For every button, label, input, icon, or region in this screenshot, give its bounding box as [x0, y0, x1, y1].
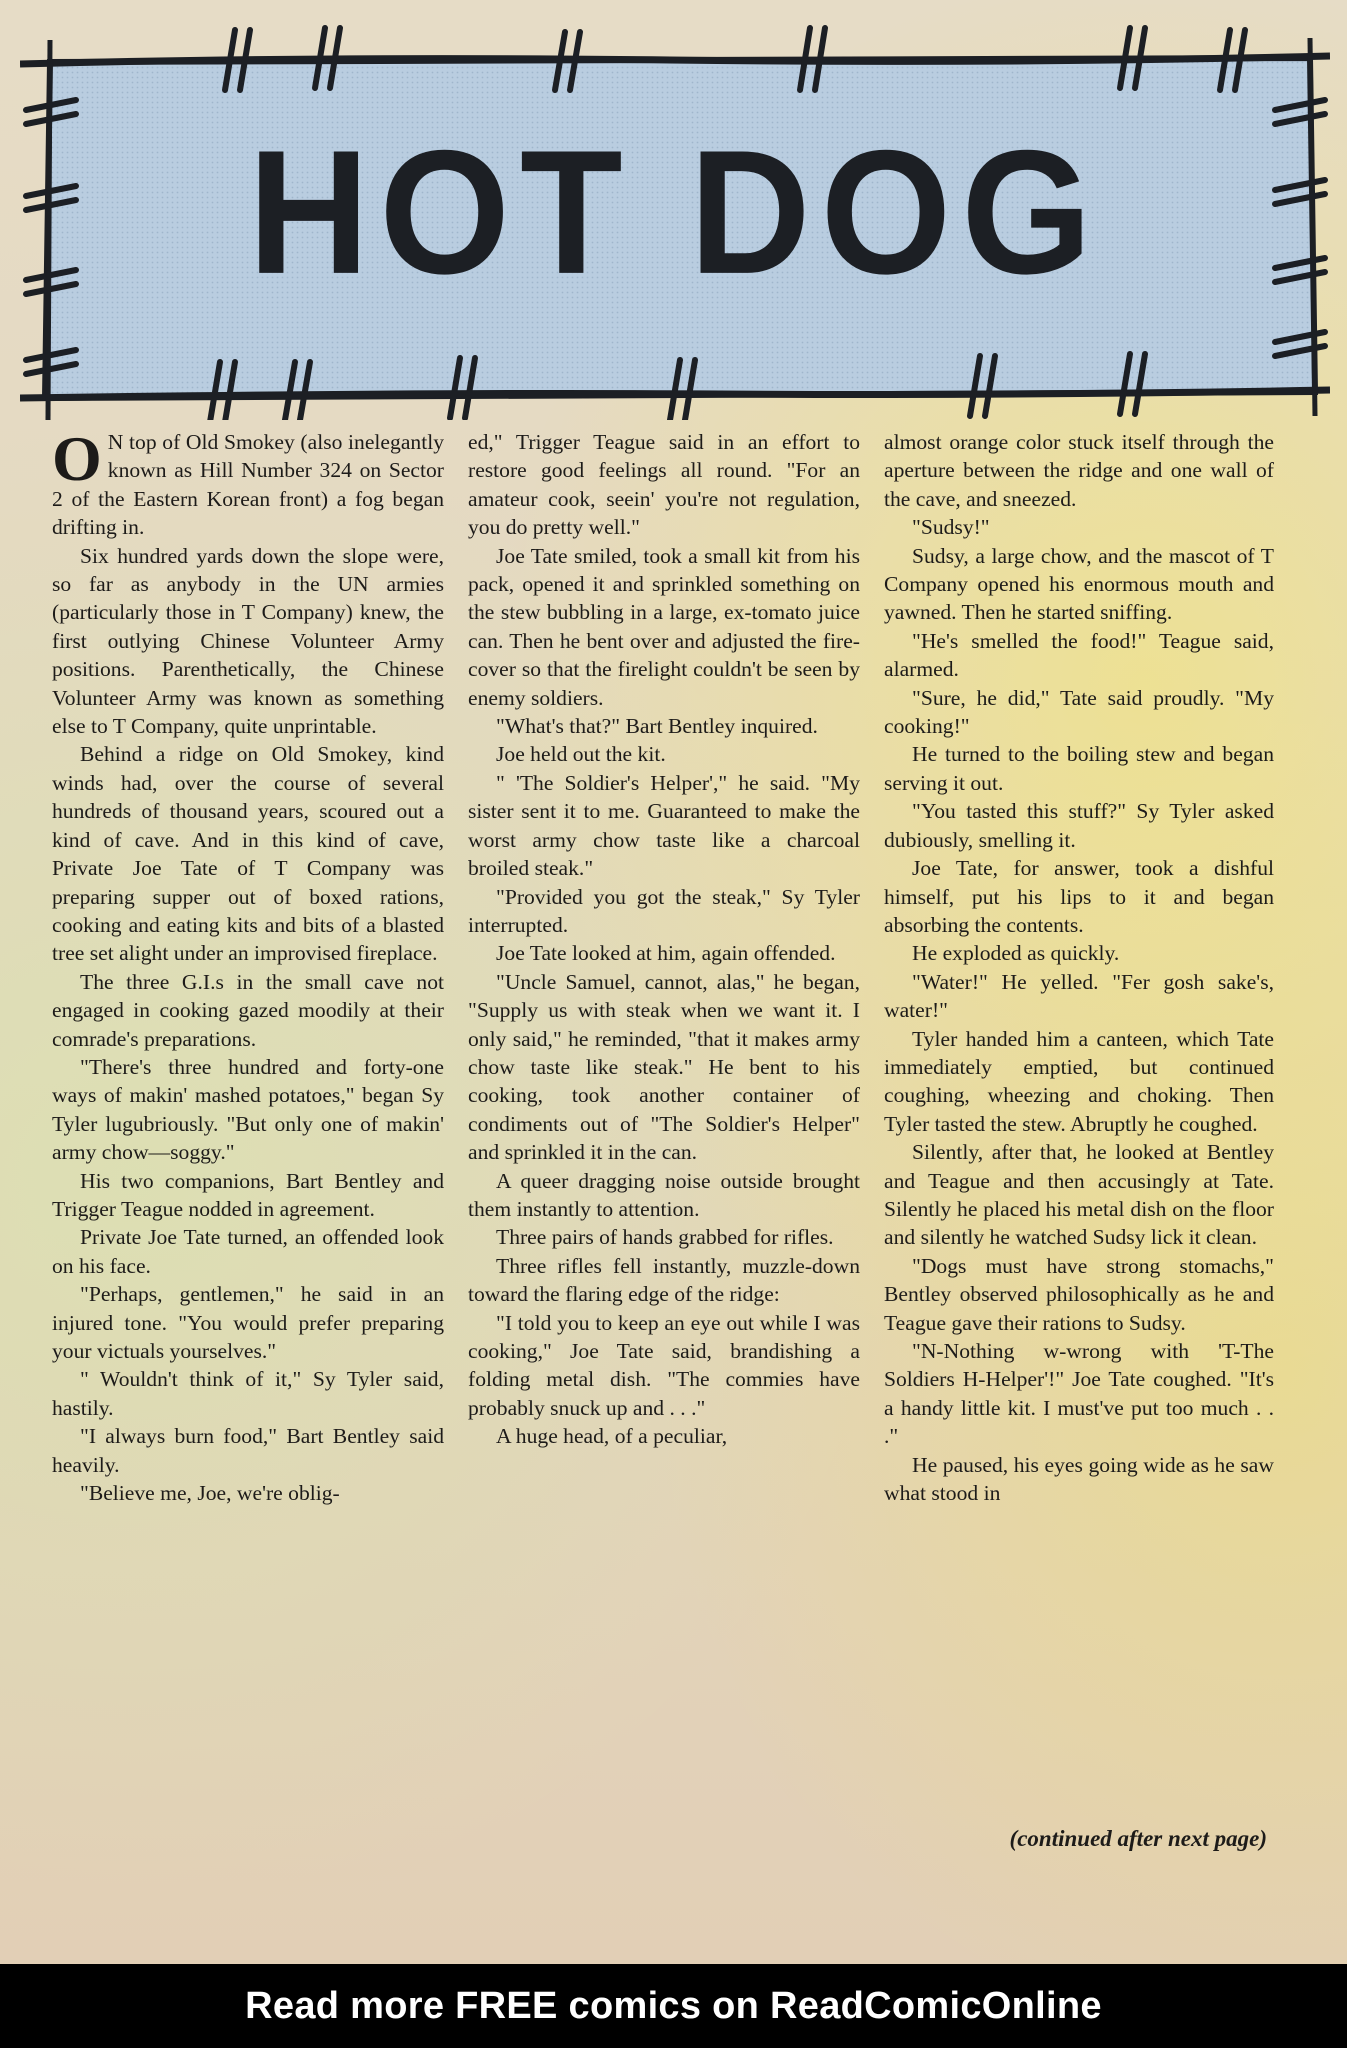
paragraph: Sudsy, a large chow, and the mascot of T Company opened his enormous mouth and yawned. Then he started sniffing.	[884, 543, 1274, 625]
paragraph: A queer dragging noise outside brought them instantly to attention.	[468, 1168, 860, 1221]
paragraph: " Wouldn't think of it," Sy Tyler said, hastily.	[52, 1367, 444, 1420]
paragraph: He exploded as quickly.	[912, 941, 1120, 966]
paragraph: "Dogs must have strong stomachs," Bentley observed philosophically as he and Teague gave their rations to Sudsy.	[884, 1253, 1274, 1335]
paragraph: "Believe me, Joe, we're oblig-	[80, 1481, 340, 1506]
paragraph: Joe Tate, for answer, took a dishful himself, put his lips to it and began absorbing the contents.	[884, 856, 1274, 937]
paragraph: "There's three hundred and forty-one ways of makin' mashed potatoes," began Sy Tyler lugubriously. "But only one of makin' army chow—soggy."	[52, 1054, 444, 1165]
paragraph: "Sudsy!"	[912, 515, 990, 540]
paragraph: "N-Nothing w-wrong with 'T-The Soldiers H-Helper'!" Joe Tate coughed. "It's a handy little kit. I must've put too much . . ."	[884, 1339, 1274, 1449]
paragraph: He turned to the boiling stew and began serving it out.	[884, 742, 1274, 795]
paragraph: "Sure, he did," Tate said proudly. "My cooking!"	[884, 685, 1274, 739]
paragraph: "Water!" He yelled. "Fer gosh sake's, water!"	[884, 969, 1274, 1023]
paragraph: "What's that?" Bart Bentley inquired.	[496, 714, 818, 739]
paragraph: "He's smelled the food!" Teague said, alarmed.	[884, 628, 1274, 682]
paragraph: Joe Tate smiled, took a small kit from his pack, opened it and sprinkled something on the stew bubbling in a large, ex-tomato juice can. Then he bent over and adjusted the fire-cover so that the firelight couldn't be seen by enemy soldiers.	[468, 543, 860, 710]
paragraph: Three pairs of hands grabbed for rifles.	[496, 1225, 834, 1250]
paragraph: "Uncle Samuel, cannot, alas," he began, "Supply us with steak when we want it. I only said," he reminded, "that it makes army chow taste like steak." He bent to his cooking, took another container of condiments out of "The Soldier's Helper" and sprinkled it in the can.	[468, 969, 860, 1165]
paragraph: "I told you to keep an eye out while I was cooking," Joe Tate said, brandishing a folding metal dish. "The commies have probably snuck up and . . ."	[468, 1310, 860, 1420]
paragraph: Tyler handed him a canteen, which Tate immediately emptied, but continued coughing, wheezing and choking. Then Tyler tasted the stew. Abruptly he coughed.	[884, 1026, 1274, 1136]
paragraph: " 'The Soldier's Helper'," he said. "My sister sent it to me. Guaranteed to make the worst army chow taste like a charcoal broiled steak."	[468, 770, 860, 881]
text-column-2	[468, 428, 860, 1451]
continued-note: (continued after next page)	[1009, 1826, 1267, 1851]
paragraph: Six hundred yards down the slope were, so far as anybody in the UN armies (particularly those in T Company) knew, the first outlying Chinese Volunteer Army positions. Parenthetically, the Chinese Volunteer Army was known as something else to T Company, quite unprintable.	[52, 543, 444, 739]
paragraph: A huge head, of a peculiar,	[496, 1424, 728, 1449]
paragraph: Private Joe Tate turned, an offended look on his face.	[52, 1225, 444, 1278]
footer-banner[interactable]	[0, 1964, 1347, 2048]
drop-cap: O	[52, 423, 102, 494]
text-column-1	[52, 423, 444, 1507]
paragraph: "Provided you got the steak," Sy Tyler interrupted.	[468, 884, 860, 937]
paragraph: The three G.I.s in the small cave not engaged in cooking gazed moodily at their comrade's preparations.	[52, 969, 444, 1051]
title-panel	[20, 20, 1330, 420]
paragraph: Silently, after that, he looked at Bentley and Teague and then accusingly at Tate. Silently he placed his metal dish on the floor and silently he watched Sudsy lick it clean.	[884, 1140, 1274, 1250]
paragraph-text: N top of Old Smokey (also inelegantly known as Hill Number 324 on Sector 2 of the Eastern Korean front) a fog began drifting in.	[52, 430, 444, 540]
paragraph: almost orange color stuck itself through the aperture between the ridge and one wall of the cave, and sneezed.	[884, 430, 1274, 511]
footer-link-text[interactable]: Read more FREE comics on ReadComicOnline	[245, 1984, 1102, 2027]
paragraph: "I always burn food," Bart Bentley said heavily.	[52, 1424, 444, 1477]
paragraph: He paused, his eyes going wide as he saw what stood in	[884, 1452, 1274, 1506]
paragraph: Three rifles fell instantly, muzzle-down toward the flaring edge of the ridge:	[468, 1253, 860, 1307]
paragraph: "Perhaps, gentlemen," he said in an injured tone. "You would prefer preparing your victuals yourselves."	[52, 1282, 444, 1363]
text-column-3	[884, 428, 1274, 1507]
paragraph: ed," Trigger Teague said in an effort to restore good feelings all round. "For an amateur cook, seein' you're not regulation, you do pretty well."	[468, 430, 860, 540]
paragraph: Behind a ridge on Old Smokey, kind winds had, over the course of several hundreds of thousand years, scoured out a kind of cave. And in this kind of cave, Private Joe Tate of T Company was preparing supper out of boxed rations, cooking and eating kits and bits of a blasted tree set alight under an improvised fireplace.	[52, 742, 444, 966]
story-title: HOT DOG	[248, 113, 1102, 311]
paragraph: Joe Tate looked at him, again offended.	[496, 941, 836, 966]
paragraph: His two companions, Bart Bentley and Trigger Teague nodded in agreement.	[52, 1168, 444, 1221]
paragraph: Joe held out the kit.	[496, 742, 666, 767]
paragraph: "You tasted this stuff?" Sy Tyler asked dubiously, smelling it.	[884, 799, 1274, 852]
paragraph	[52, 423, 444, 542]
